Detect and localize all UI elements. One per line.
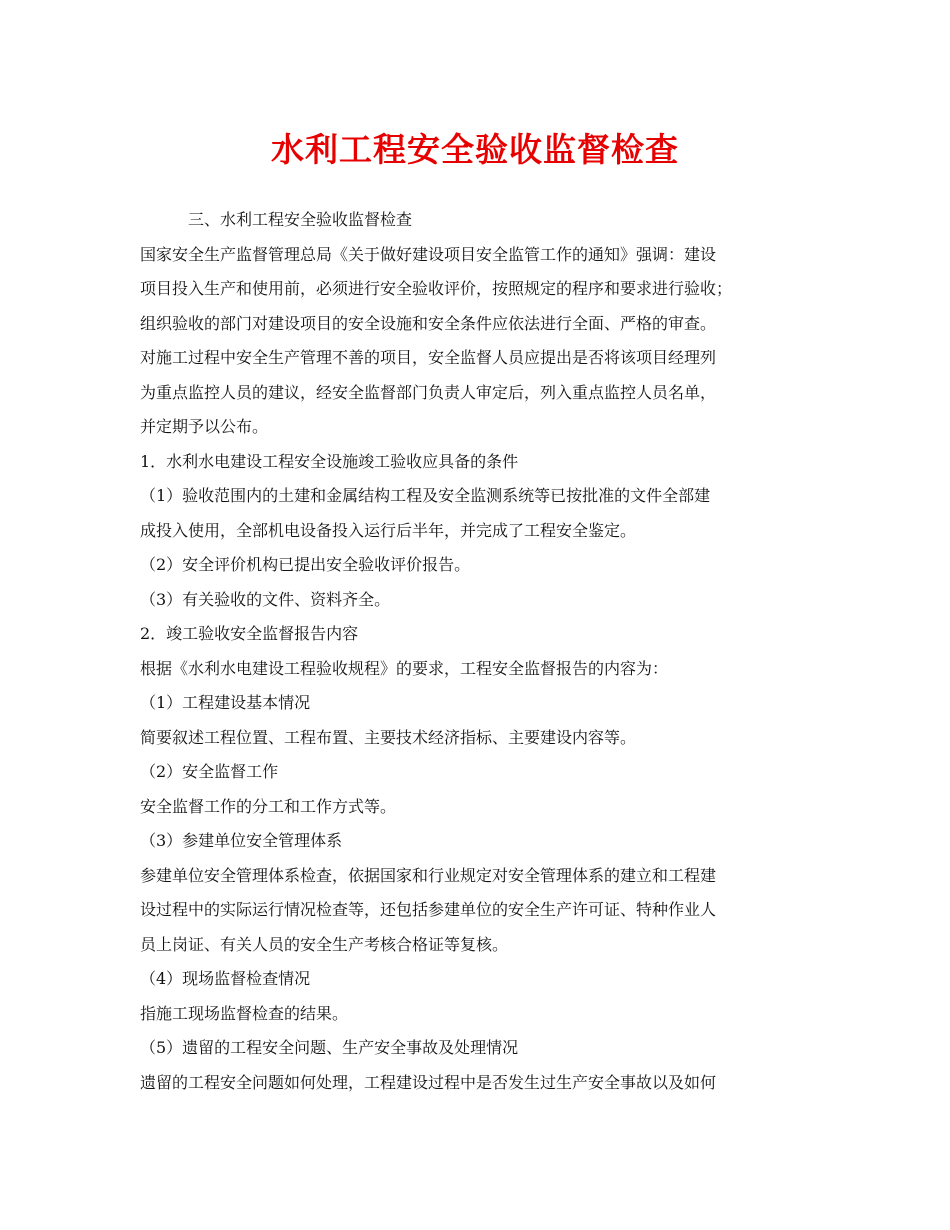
paragraph-line: 国家安全生产监督管理总局《关于做好建设项目安全监管工作的通知》强调：建设 <box>140 244 717 264</box>
document-title: 水利工程安全验收监督检查 <box>271 130 679 169</box>
list-item-line: （2）安全评价机构已提出安全验收评价报告。 <box>140 555 471 574</box>
subsection-heading: 2．竣工验收安全监督报告内容 <box>140 624 359 643</box>
list-item-line: （1）验收范围内的土建和金属结构工程及安全监测系统等已按批准的文件全部建 <box>140 486 711 505</box>
list-item-line: （3）参建单位安全管理体系 <box>140 831 343 850</box>
list-item-line: （5）遗留的工程安全问题、生产安全事故及处理情况 <box>140 1038 519 1057</box>
paragraph-line: 项目投入生产和使用前，必须进行安全验收评价，按照规定的程序和要求进行验收； <box>140 279 733 298</box>
document-body <box>140 203 820 1100</box>
list-item-line: （2）安全监督工作 <box>140 762 279 781</box>
paragraph-line: 安全监督工作的分工和工作方式等。 <box>140 796 397 816</box>
list-item-line: （3）有关验收的文件、资料齐全。 <box>140 589 391 609</box>
paragraph-line: 组织验收的部门对建设项目的安全设施和安全条件应依法进行全面、严格的审查。 <box>140 313 717 333</box>
list-item-line: （4）现场监督检查情况 <box>140 969 311 988</box>
paragraph-line: 简要叙述工程位置、工程布置、主要技术经济指标、主要建设内容等。 <box>140 727 637 747</box>
paragraph-line: 指施工现场监督检查的结果。 <box>140 1003 349 1023</box>
paragraph-line: 为重点监控人员的建议，经安全监督部门负责人审定后，列入重点监控人员名单， <box>140 382 717 402</box>
paragraph-line: 遗留的工程安全问题如何处理，工程建设过程中是否发生过生产安全事故以及如何 <box>140 1072 717 1092</box>
paragraph-line: 并定期予以公布。 <box>140 417 269 436</box>
paragraph-line: 设过程中的实际运行情况检查等，还包括参建单位的安全生产许可证、特种作业人 <box>140 900 717 919</box>
list-item-line: （1）工程建设基本情况 <box>140 693 311 712</box>
paragraph-line: 根据《水利水电建设工程验收规程》的要求，工程安全监督报告的内容为： <box>140 658 669 678</box>
subsection-heading: 1．水利水电建设工程安全设施竣工验收应具备的条件 <box>140 451 519 471</box>
paragraph-line: 参建单位安全管理体系检查，依据国家和行业规定对安全管理体系的建立和工程建 <box>140 865 717 885</box>
list-item-line: 成投入使用，全部机电设备投入运行后半年，并完成了工程安全鉴定。 <box>140 520 637 540</box>
paragraph-line: 员上岗证、有关人员的安全生产考核合格证等复核。 <box>140 934 509 954</box>
paragraph-line: 对施工过程中安全生产管理不善的项目，安全监督人员应提出是否将该项目经理列 <box>140 348 717 367</box>
section-heading: 三、水利工程安全验收监督检查 <box>188 210 413 229</box>
